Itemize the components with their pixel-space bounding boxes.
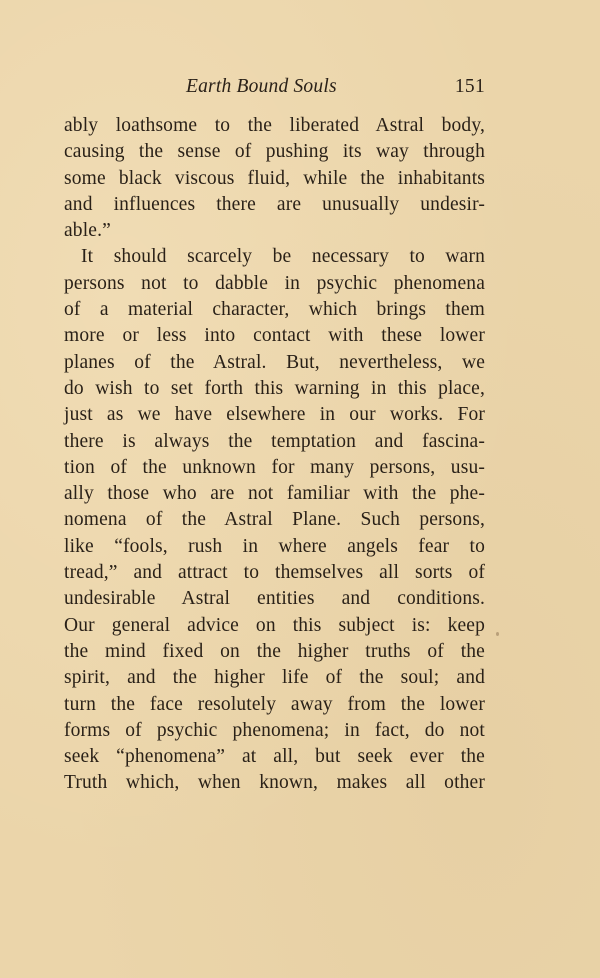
paragraph-2 [64,244,485,796]
text-line: undesirable Astral entities and conditions. [64,588,485,610]
text-line: of a material character, which brings them [64,299,485,321]
text-line: some black viscous fluid, while the inhabitants [64,167,485,189]
text-line: planes of the Astral. But, nevertheless, we [64,351,485,373]
text-line: ally those who are not familiar with the phe- [64,483,485,505]
text-line: tread,” and attract to themselves all sorts of [64,562,485,584]
text-line: more or less into contact with these lower [64,325,485,347]
text-line: like “fools, rush in where angels fear to [64,535,485,557]
text-line: causing the sense of pushing its way through [64,141,485,163]
text-line: turn the face resolutely away from the lower [64,693,485,715]
text-line: forms of psychic phenomena; in fact, do not [64,719,485,741]
text-line-indented: It should scarcely be necessary to warn [81,246,485,268]
text-line: nomena of the Astral Plane. Such persons, [64,509,485,531]
text-line: ably loathsome to the liberated Astral body, [64,115,485,136]
text-line: do wish to set forth this warning in this place, [64,377,485,399]
text-line: tion of the unknown for many persons, usu- [64,456,485,478]
body-text [64,113,485,797]
text-line: the mind fixed on the higher truths of the [64,640,485,662]
text-line: Our general advice on this subject is: keep [64,614,485,636]
paper-speck [496,632,499,636]
text-line: there is always the temptation and fascina- [64,430,485,452]
text-line: just as we have elsewhere in our works. For [64,404,485,426]
text-line: Truth which, when known, makes all other [64,772,485,794]
text-line: and influences there are unusually undesir- [64,193,485,215]
paragraph-1 [64,113,485,244]
text-line: persons not to dabble in psychic phenomena [64,272,485,294]
page-number: 151 [454,76,485,97]
text-line: spirit, and the higher life of the soul; and [64,667,485,689]
text-line: seek “phenomena” at all, but seek ever the [64,746,485,768]
text-line: able.” [64,220,111,242]
running-head [64,73,485,101]
running-title: Earth Bound Souls [186,76,337,97]
